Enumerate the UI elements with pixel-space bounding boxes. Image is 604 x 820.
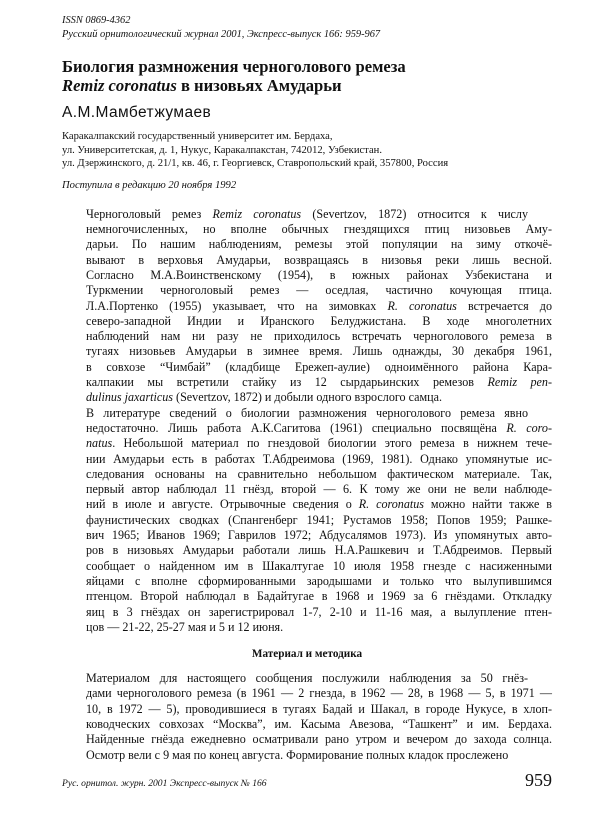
journal-header xyxy=(62,14,552,41)
text-line: немногочисленных, но вполне обычных гнездящихся птиц низовьев Аму- xyxy=(86,222,552,237)
text-line: нии Амударьи есть в работах Т.Абдреимова (1969, 1981). Однако упомянутые ис- xyxy=(86,451,552,466)
text-line: ров в низовьях Амударьи работали лишь Н.А.Рашкевич и Т.Абдреимов. Первый xyxy=(86,543,552,558)
text-line: дарьи. По нашим наблюдениям, ремезы этой популяции на зиму откочё- xyxy=(86,237,552,252)
affiliation-line: Каракалпакский государственный университет им. Бердаха, xyxy=(62,131,333,142)
text-line: недостаточно. Лишь работа А.К.Сагитова (1961) специально посвящёна R. coro- xyxy=(86,420,552,435)
affiliation xyxy=(62,130,552,171)
methods-paragraph xyxy=(62,671,552,763)
body-paragraph xyxy=(62,406,552,635)
page-number: 959 xyxy=(525,770,552,790)
text-line: Туркмении черноголовый ремез — оседлая, частично кочующая птица. xyxy=(86,283,552,298)
text-line: Черноголовый ремез Remiz coronatus (Severtzov, 1872) относится к числу xyxy=(86,206,528,221)
text-line: dulinus jaxarticus (Severtzov, 1872) и добыли одного взрослого самца. xyxy=(86,390,442,405)
text-line: natus. Небольшой материал по гнездовой биологии этого ремеза в нижнем тече- xyxy=(86,436,552,451)
text-line: в совхозе “Чимбай” (кладбище Ережеп-аулие) одноимённого района Кара- xyxy=(86,359,552,374)
article-page xyxy=(62,14,552,763)
text-line: следования основаны на сравнительно небольшом фактическом материале. Так, xyxy=(86,466,552,481)
affiliation-line: ул. Дзержинского, д. 21/1, кв. 46, г. Георгиевск, Ставропольский край, 357800, Россия xyxy=(62,158,449,170)
text-line: яйцами с вполне сформированными зародышами и только что вылупившимся xyxy=(86,573,552,588)
text-line: наблюдений нам ни разу не приходилось встречать черноголового ремеза в xyxy=(86,329,552,344)
journal-citation: Русский орнитологический журнал 2001, Экспресс-выпуск 166: 959-967 xyxy=(62,28,381,40)
section-heading: Материал и методика xyxy=(251,648,363,661)
issn: ISSN 0869-4362 xyxy=(62,15,131,26)
article-body xyxy=(62,207,552,763)
text-line: ководческих совхозах “Москва”, им. Касыма Авезова, “Ташкент” и им. Бердаха. xyxy=(86,716,552,731)
title-line-1: Биология размножения черноголового ремеза xyxy=(62,57,406,76)
text-line: В литературе сведений о биологии размножения черноголового ремеза явно xyxy=(86,405,528,420)
author-name: А.М.Мамбетжумаев xyxy=(62,104,212,121)
text-line: калпакии мы встретили стайку из 12 сырдарьинских ремезов Remiz pen- xyxy=(86,375,552,390)
text-line: вывают в верховья Амударьи, возвращаясь в низовья реки лишь весной. xyxy=(86,252,552,267)
text-line: фаунистических сводках (Спангенберг 1941; Рустамов 1958; Попов 1959; Рашке- xyxy=(86,512,552,527)
text-line: Л.А.Портенко (1955) указывает, что на зимовках R. coronatus встречается до xyxy=(86,298,552,313)
text-line: ний в июле и августе. Отрывочные сведения о R. coronatus можно найти также в xyxy=(86,497,552,512)
title-line-2-rest: в низовьях Амударьи xyxy=(176,76,342,95)
text-line: первый автор наблюдал 11 гнёзд, второй — 6. К тому же они не вели наблюде- xyxy=(86,482,552,497)
article-title xyxy=(62,57,552,95)
body-paragraph xyxy=(62,207,552,406)
text-line: Найденные гнёзда ежедневно осматривали рано утром и вечером до захода солнца. xyxy=(86,732,552,747)
text-line: 10, в 1972 — 5), проводившиеся в тугаях Бадай и Шакал, в городе Нукусе, в хлоп- xyxy=(86,701,552,716)
text-line: птенцом. Второй наблюдал в Бадайтугае в 1968 и 1969 за 6 гнёздами. Откладку xyxy=(86,589,552,604)
text-line: вич 1965; Иванов 1969; Гаврилов 1972; Абдусалямов 1973). Из упомянутых авто- xyxy=(86,528,552,543)
title-line-2 xyxy=(62,76,552,95)
text-line: тугаях низовьев Амударьи в зимнее время. Лишь однажды, 30 декабря 1961, xyxy=(86,344,552,359)
text-line: дами черноголового ремеза (в 1961 — 2 гнезда, в 1962 — 28, в 1968 — 5, в 1971 — xyxy=(86,686,552,701)
footer-journal: Рус. орнитол. журн. 2001 Экспресс-выпуск № 166 xyxy=(62,778,267,789)
received-date: Поступила в редакцию 20 ноября 1992 xyxy=(62,179,237,191)
text-line: Согласно М.А.Воинственскому (1954), в южных районах Узбекистана и xyxy=(86,267,552,282)
text-line: северо-западной Индии и Иранского Белуджистана. В ходе многолетних xyxy=(86,313,552,328)
text-line: цов — 21-22, 25-27 мая и 5 и 12 июня. xyxy=(86,619,284,634)
text-line: Осмотр вели с 9 мая по конец августа. Формирование полных кладок прослежено xyxy=(86,747,509,762)
title-species-latin: Remiz coronatus xyxy=(62,76,177,95)
text-line: Материалом для настоящего сообщения послужили наблюдения за 50 гнёз- xyxy=(86,671,528,686)
text-line: яиц в 3 гнёздах он зарегистрировал 1-7, 2-10 и 11-16 мая, а вылупление птен- xyxy=(86,604,552,619)
affiliation-line: ул. Университетская, д. 1, Нукус, Каракалпакстан, 742012, Узбекистан. xyxy=(62,144,382,156)
text-line: сообщает о найденном им в Шакалтугае 10 июля 1958 гнезде с насиженными xyxy=(86,558,552,573)
